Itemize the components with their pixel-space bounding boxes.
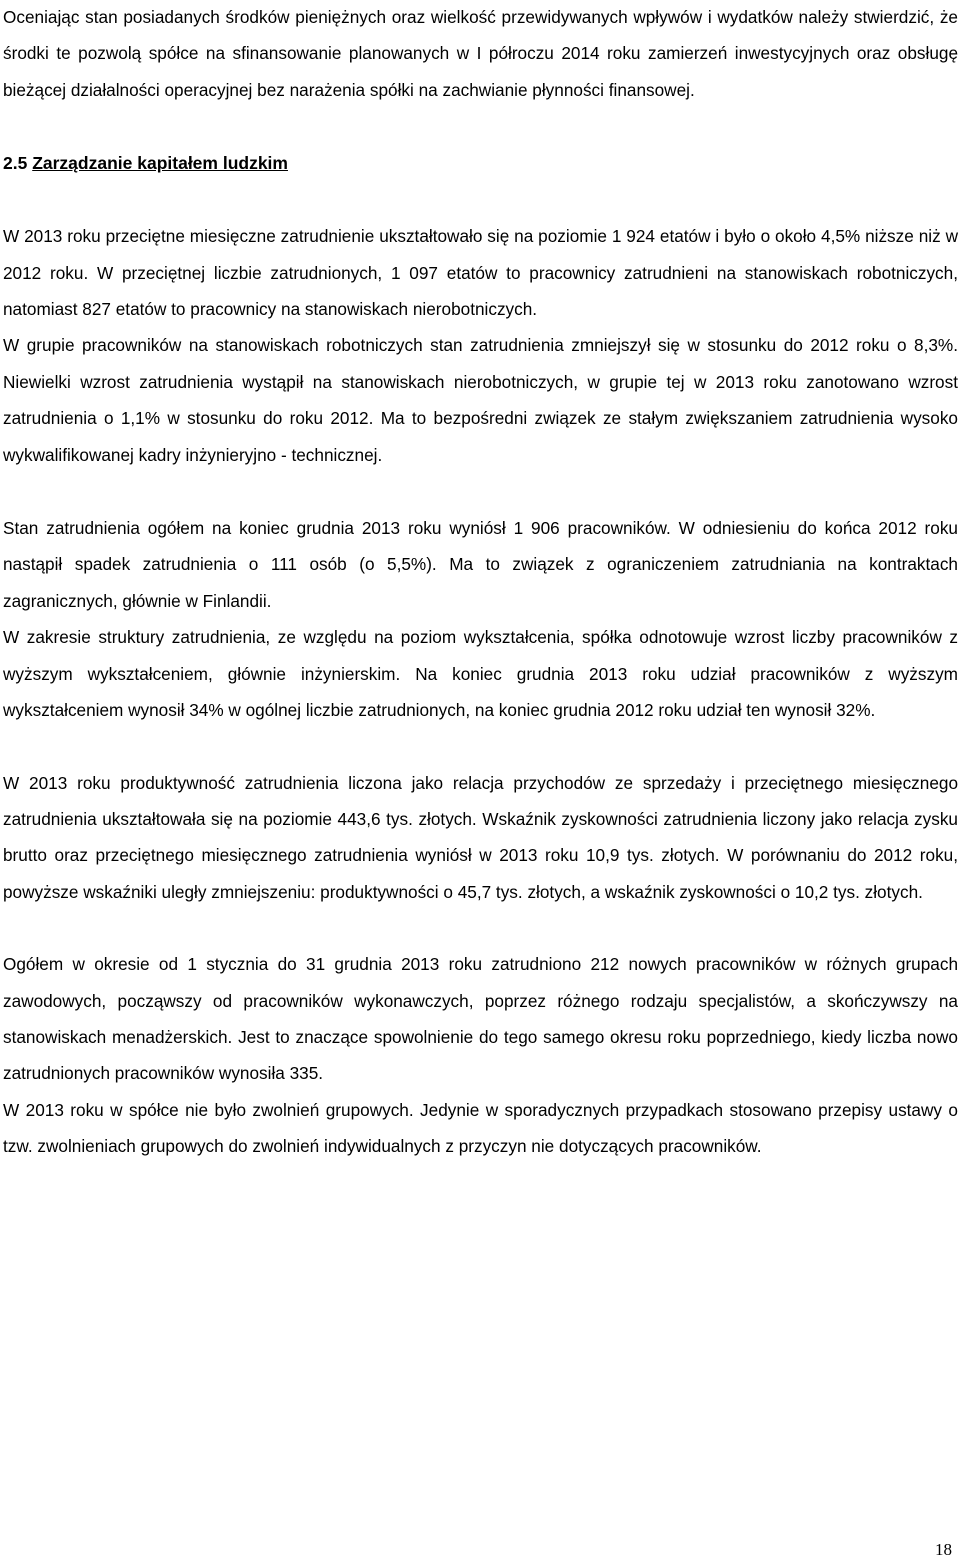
section-title: Zarządzanie kapitałem ludzkim bbox=[32, 153, 288, 174]
page-number: 18 bbox=[935, 1540, 952, 1559]
section-number: 2.5 bbox=[3, 153, 28, 174]
paragraph-education-structure: W zakresie struktury zatrudnienia, ze względu na poziom wykształcenia, spółka odnotowuje wzrost liczby pracowników z wyższym wykształceniem, głównie inżynierskim. Na koniec grudnia 2013 roku udział pracowników z wyższym wykształceniem wynosił 34% w ogólnej liczbie zatrudnionych, na koniec grudnia 2012 roku udział ten wynosił 32%. bbox=[3, 627, 958, 721]
paragraph-employment-total: Stan zatrudnienia ogółem na koniec grudnia 2013 roku wyniósł 1 906 pracowników. W odniesieniu do końca 2012 roku nastąpił spadek zatrudnienia o 111 osób (o 5,5%). Ma to związek z ograniczeniem zatrudniania na kontraktach zagranicznych, głównie w Finlandii. bbox=[3, 518, 958, 611]
paragraph-employment-groups: W grupie pracowników na stanowiskach robotniczych stan zatrudnienia zmniejszył się w stosunku do 2012 roku o 8,3%. Niewielki wzrost zatrudnienia wystąpił na stanowiskach nierobotniczych, w grupie tej w 2013 roku zanotowano wzrost zatrudnienia o 1,1% w stosunku do roku 2012. Ma to bezpośredni związek ze stałym zwiększaniem zatrudnienia wysoko wykwalifikowanej kadry inżynieryjno - technicznej. bbox=[3, 335, 958, 465]
paragraph-new-hires: Ogółem w okresie od 1 stycznia do 31 grudnia 2013 roku zatrudniono 212 nowych pracowników w różnych grupach zawodowych, począwszy od pracowników wykonawczych, poprzez różnego rodzaju specjalistów, a skończywszy na stanowiskach menadżerskich. Jest to znaczące spowolnienie do tego samego okresu roku poprzedniego, kiedy liczba nowo zatrudnionych pracowników wynosiła 335. bbox=[3, 954, 958, 1084]
paragraph-productivity: W 2013 roku produktywność zatrudnienia liczona jako relacja przychodów ze sprzedaży i przeciętnego miesięcznego zatrudnienia ukształtowała się na poziomie 443,6 tys. złotych. Wskaźnik zyskowności zatrudnienia liczony jako relacja zysku brutto oraz przeciętnego miesięcznego zatrudnienia wyniósł w 2013 roku 10,9 tys. złotych. W porównaniu do 2012 roku, powyższe wskaźniki uległy zmniejszeniu: produktywności o 45,7 tys. złotych, a wskaźnik zyskowności o 10,2 tys. złotych. bbox=[3, 772, 958, 902]
paragraph-employment-average: W 2013 roku przeciętne miesięczne zatrudnienie ukształtowało się na poziomie 1 924 etatów i było o około 4,5% niższe niż w 2012 roku. W przeciętnej liczbie zatrudnionych, 1 097 etatów to pracownicy zatrudnieni na stanowiskach robotniczych, natomiast 827 etatów to pracownicy na stanowiskach nierobotniczych. bbox=[3, 226, 958, 320]
document-page bbox=[3, 0, 958, 1165]
section-heading bbox=[3, 145, 958, 181]
paragraph-intro: Oceniając stan posiadanych środków pieniężnych oraz wielkość przewidywanych wpływów i wydatków należy stwierdzić, że środki te pozwolą spółce na sfinansowanie planowanych w I półroczu 2014 roku zamierzeń inwestycyjnych oraz obsługę bieżącej działalności operacyjnej bez narażenia spółki na zachwianie płynności finansowej. bbox=[3, 7, 958, 100]
paragraph-layoffs: W 2013 roku w spółce nie było zwolnień grupowych. Jedynie w sporadycznych przypadkach stosowano przepisy ustawy o tzw. zwolnieniach grupowych do zwolnień indywidualnych z przyczyn nie dotyczących pracowników. bbox=[3, 1099, 958, 1157]
